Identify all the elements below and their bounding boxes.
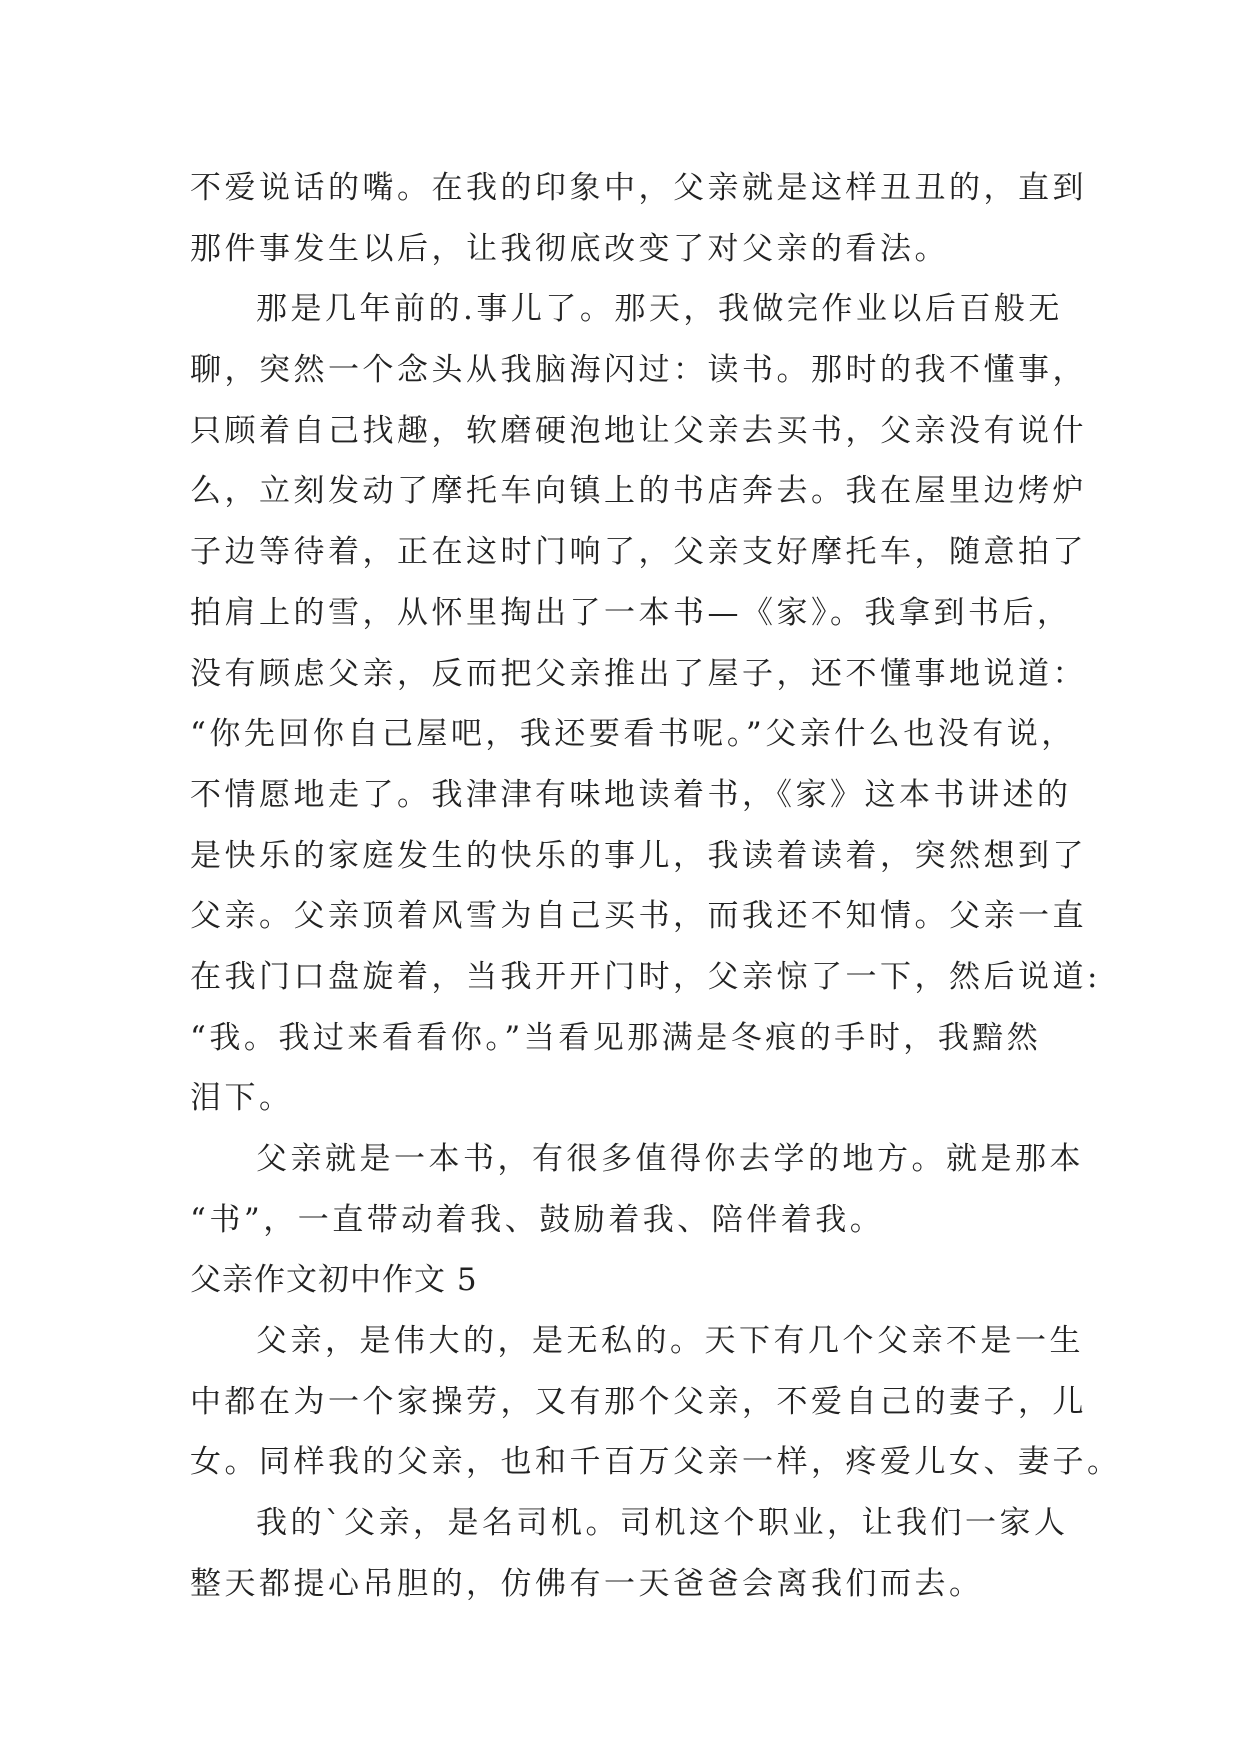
text-line: “书”，一直带动着我、鼓励着我、陪伴着我。 — [190, 1201, 885, 1238]
paragraph-start-line: 父亲，是伟大的，是无私的。天下有几个父亲不是一生 — [256, 1323, 1084, 1360]
text-line: 泪下。 — [190, 1080, 294, 1117]
text-line: 父亲。父亲顶着风雪为自己买书，而我还不知情。父亲一直 — [190, 898, 1087, 935]
text-line: 不情愿地走了。我津津有味地读着书，《家》这本书讲述的 — [190, 776, 1072, 813]
text-line: 整天都提心吊胆的，仿佛有一天爸爸会离我们而去。 — [190, 1565, 984, 1602]
text-line: “你先回你自己屋吧，我还要看书呢。”父亲什么也没有说， — [190, 716, 1076, 753]
text-line: 没有顾虑父亲，反而把父亲推出了屋子，还不懂事地说道： — [190, 655, 1087, 692]
text-line: 子边等待着，正在这时门响了，父亲支好摩托车，随意拍了 — [190, 534, 1087, 571]
paragraph-start-line: 那是几年前的.事儿了。那天，我做完作业以后百般无 — [256, 291, 1063, 328]
section-heading: 父亲作文初中作文 5 — [190, 1262, 478, 1299]
text-line: “我。我过来看看你。”当看见那满是冬痕的手时，我黯然 — [190, 1019, 1042, 1056]
text-line: 不爱说话的嘴。在我的印象中，父亲就是这样丑丑的，直到 — [190, 170, 1087, 206]
text-line: 拍肩上的雪，从怀里掏出了一本书—《家》。我拿到书后， — [190, 594, 1072, 631]
document-body — [190, 158, 1122, 1615]
text-line: 女。同样我的父亲，也和千百万父亲一样，疼爱儿女、妻子。 — [190, 1444, 1122, 1481]
text-line: 聊，突然一个念头从我脑海闪过：读书。那时的我不懂事， — [190, 352, 1087, 389]
text-line: 中都在为一个家操劳，又有那个父亲，不爱自己的妻子，儿 — [190, 1383, 1087, 1420]
paragraph-start-line: 我的`父亲，是名司机。司机这个职业，让我们一家人 — [256, 1505, 1069, 1542]
text-line: 只顾着自己找趣，软磨硬泡地让父亲去买书，父亲没有说什 — [190, 412, 1087, 449]
text-line: 么，立刻发动了摩托车向镇上的书店奔去。我在屋里边烤炉 — [190, 473, 1087, 510]
paragraph-start-line: 父亲就是一本书，有很多值得你去学的地方。就是那本 — [256, 1141, 1084, 1177]
text-line: 是快乐的家庭发生的快乐的事儿，我读着读着，突然想到了 — [190, 837, 1087, 874]
text-line: 那件事发生以后，让我彻底改变了对父亲的看法。 — [190, 230, 949, 267]
text-line: 在我门口盘旋着，当我开开门时，父亲惊了一下，然后说道: — [190, 958, 1101, 995]
